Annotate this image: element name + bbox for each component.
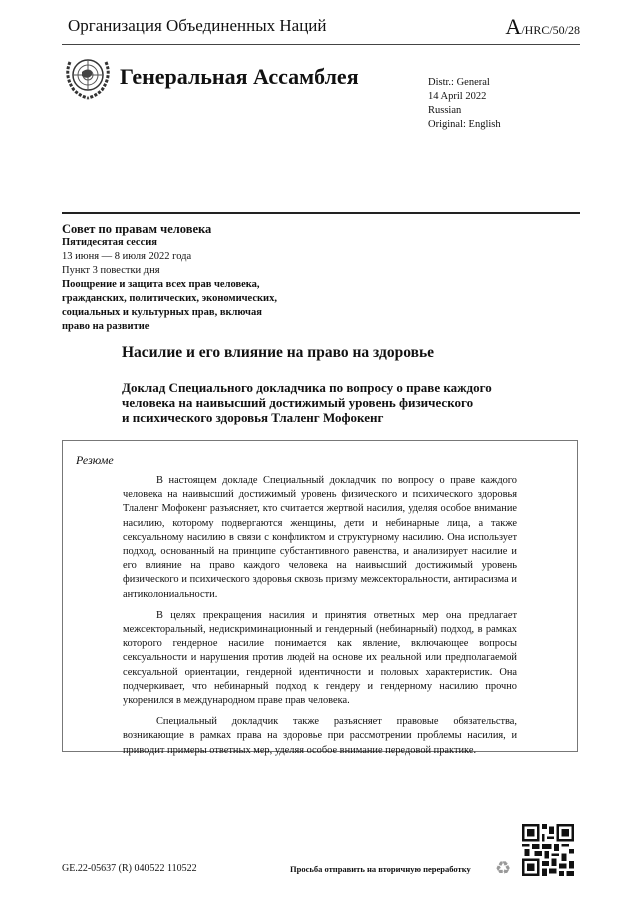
document-subtitle xyxy=(122,380,522,425)
meeting-info xyxy=(62,222,322,334)
subtitle-line: Доклад Специального докладчика по вопросу о праве каждого xyxy=(122,380,492,395)
original-language: Original: English xyxy=(428,119,501,130)
session-dates: 13 июня — 8 июля 2022 года xyxy=(62,251,192,262)
document-code: GE.22-05637 (R) 040522 110522 xyxy=(62,863,197,874)
general-assembly-title: Генеральная Ассамблея xyxy=(120,64,359,89)
recycle-icon: ♻ xyxy=(495,858,512,878)
organization-name: Организация Объединенных Наций xyxy=(68,16,327,35)
topic-line: Поощрение и защита всех прав человека, xyxy=(62,279,260,290)
distribution: Distr.: General xyxy=(428,77,490,88)
summary-paragraph: Специальный докладчик также разъясняет правовые обязательства, возникающие в рамках права на здоровье при рассмотрении проблемы насилия, и приводит примеры ответных мер, уделяя особое внимание передовой практике. xyxy=(123,716,517,756)
document-title: Насилие и его влияние на право на здоровье xyxy=(122,344,435,361)
summary-text xyxy=(123,474,517,765)
session: Пятидесятая сессия xyxy=(62,237,157,248)
council-name: Совет по правам человека xyxy=(62,222,212,236)
summary-heading: Резюме xyxy=(76,453,114,467)
un-emblem-logo xyxy=(62,50,114,102)
subtitle-line: человека на наивысший достижимый уровень физического xyxy=(122,395,474,410)
document-symbol xyxy=(505,14,580,40)
distribution-info xyxy=(428,76,501,132)
qr-code-icon xyxy=(522,824,574,876)
summary-paragraph: В настоящем докладе Специальный докладчик по вопросу о праве каждого человека на наивысший достижимый уровень физического и психического здоровья Тлаленг Мофокенг разъясняет, кто считается жертвой насилия, уделяя особое внимание насилию, которому подвергаются женщины, дети и небинарные лица, а также сексуальному насилию в связи с конфликтом и структурному насилию. Она использует подход, основанный на принципе субстантивного равенства, и анализирует насилие и его влияние на право каждого человека на наивысший достижимый уровень физического и психического здоровья сквозь призму межсекторальности, антирасизма и антиколониальности. xyxy=(123,475,517,600)
header-rule xyxy=(62,44,580,45)
language: Russian xyxy=(428,105,462,116)
date: 14 April 2022 xyxy=(428,91,487,102)
symbol-rest: /HRC/50/28 xyxy=(521,23,580,37)
recycle-note: Просьба отправить на вторичную переработку xyxy=(290,864,471,874)
topic-line: социальных и культурных прав, включая xyxy=(62,307,262,318)
subtitle-line: и психического здоровья Тлаленг Мофокенг xyxy=(122,410,384,425)
symbol-prefix: A xyxy=(505,14,522,39)
topic-line: право на развитие xyxy=(62,321,150,332)
header-thick-rule xyxy=(62,212,580,214)
agenda-item: Пункт 3 повестки дня xyxy=(62,265,160,276)
topic-line: гражданских, политических, экономических, xyxy=(62,293,277,304)
summary-paragraph: В целях прекращения насилия и принятия ответных мер она предлагает межсекторальный, недискриминационный и гендерный (небинарный) подход, в рамках которого гендерное насилие понимается как явление, включающее вопросы сексуальности и нарушения против людей на основе их реальной или предполагаемой сексуальной ориентации, гендерной идентичности и половых характеристик. Она подчеркивает, что небинарный подход к гендеру и гендерному насилию прочно укоренился в международном праве прав человека. xyxy=(123,609,517,707)
